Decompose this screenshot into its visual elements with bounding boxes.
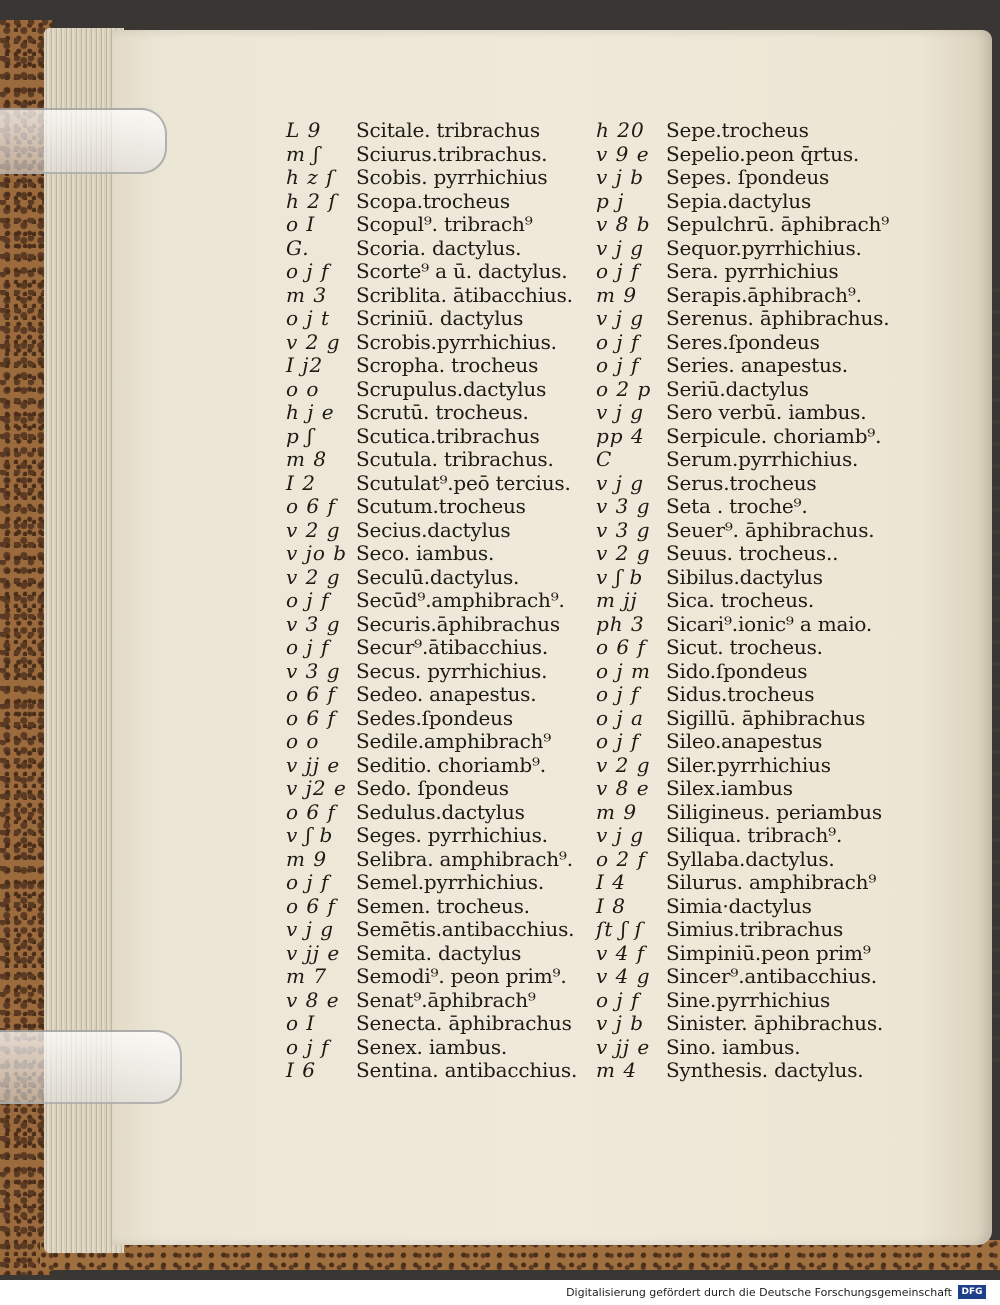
list-item	[596, 400, 896, 424]
bleed-through	[992, 270, 1000, 1070]
list-item	[286, 800, 586, 824]
entry-code: v 8 b	[596, 212, 651, 236]
entry-code: v 3 g	[596, 494, 651, 518]
entry-code: o j t	[286, 306, 330, 330]
entry-word: Semel.pyrrhichius.	[356, 870, 544, 894]
entry-word: Seta . troche⁹.	[666, 494, 808, 518]
entry-word: Simia·dactylus	[666, 893, 812, 918]
entry-code: v 3 g	[286, 611, 341, 636]
entry-code: v ʃ b	[596, 564, 644, 589]
list-item	[286, 259, 586, 283]
entry-code: m 9	[286, 846, 328, 871]
list-item	[596, 353, 896, 377]
list-item	[596, 847, 896, 871]
entry-code: v j g	[596, 823, 645, 847]
entry-code: o j f	[286, 588, 330, 612]
entry-code: o j f	[286, 259, 330, 283]
list-item	[286, 306, 586, 330]
list-item	[596, 1035, 896, 1059]
entry-word: Sica. trocheus.	[666, 588, 814, 612]
entry-word: Senat⁹.āphibrach⁹	[356, 987, 536, 1012]
list-item	[596, 565, 896, 589]
entry-code: pp 4	[596, 423, 645, 448]
entry-code: v j g	[596, 235, 645, 260]
list-item	[596, 259, 896, 283]
entry-code: m 4	[596, 1058, 638, 1082]
entry-word: Sicari⁹.ionic⁹ a maio.	[666, 611, 873, 636]
list-item	[596, 330, 896, 354]
entry-word: Seges. pyrrhichius.	[356, 823, 548, 847]
entry-code: v 2 g	[286, 564, 341, 589]
list-item	[286, 236, 586, 260]
list-item	[286, 541, 586, 565]
list-item	[596, 917, 896, 941]
list-item	[596, 212, 896, 236]
entry-word: Siliqua. tribrach⁹.	[666, 823, 843, 847]
list-item	[596, 1011, 896, 1035]
entry-code: G.	[286, 235, 310, 260]
entry-code: I j2	[286, 353, 324, 377]
entry-word: Securis.āphibrachus	[356, 611, 560, 636]
list-item	[286, 847, 586, 871]
list-item	[286, 330, 586, 354]
list-item	[286, 635, 586, 659]
entry-word: Secius.dactylus	[356, 517, 511, 542]
entry-code: v jj e	[286, 752, 341, 777]
entry-word: Silex.iambus	[666, 776, 793, 800]
list-item	[596, 729, 896, 753]
entry-code: p ʃ	[286, 423, 314, 448]
entry-code: o 6 f	[286, 682, 336, 706]
list-item	[596, 706, 896, 730]
list-item	[596, 189, 896, 213]
entry-code: I 6	[286, 1058, 316, 1082]
entry-word: Secur⁹.ātibacchius.	[356, 635, 549, 659]
entry-code: m 9	[596, 799, 638, 824]
entry-code: o j f	[286, 870, 330, 894]
list-item	[286, 165, 586, 189]
list-item	[286, 1011, 586, 1035]
entry-word: Selibra. amphibrach⁹.	[356, 846, 573, 871]
entry-word: Seculū.dactylus.	[356, 564, 520, 589]
entry-code: ſt ʃ ſ	[596, 917, 643, 941]
entry-word: Scrupulus.dactylus	[356, 376, 547, 401]
entry-word: Sibilus.dactylus	[666, 564, 823, 589]
entry-code: I 2	[286, 470, 316, 495]
entry-word: Scutulat⁹.peō tercius.	[356, 470, 571, 495]
list-item	[596, 377, 896, 401]
entry-code: v 3 g	[286, 658, 341, 683]
entry-word: Secus. pyrrhichius.	[356, 658, 548, 683]
entry-code: o j f	[596, 353, 640, 377]
entry-word: Sedulus.dactylus	[356, 799, 525, 824]
list-item	[286, 753, 586, 777]
entry-word: Sepulchrū. āphibrach⁹	[666, 212, 890, 236]
entry-code: p j	[596, 188, 625, 213]
entry-code: o 2 f	[596, 846, 646, 871]
list-item	[596, 494, 896, 518]
entry-word: Sepe.trocheus	[666, 118, 809, 142]
entry-word: Siler.pyrrhichius	[666, 752, 831, 777]
entry-code: m 3	[286, 282, 328, 307]
entry-code: v j g	[596, 400, 645, 424]
list-item	[286, 682, 586, 706]
list-item	[286, 377, 586, 401]
entry-code: o j f	[286, 1034, 330, 1059]
entry-word: Synthesis. dactylus.	[666, 1058, 864, 1082]
entry-code: h z ſ	[286, 165, 335, 189]
plastic-clip-top	[0, 108, 167, 174]
entry-code: v j g	[596, 470, 645, 495]
entry-code: o 2 p	[596, 376, 652, 401]
list-item	[286, 894, 586, 918]
list-item	[286, 706, 586, 730]
entry-code: o j f	[596, 729, 640, 753]
entry-code: v j b	[596, 1011, 645, 1035]
entry-code: h 20	[596, 118, 645, 142]
list-item	[596, 471, 896, 495]
entry-code: m 8	[286, 447, 328, 471]
list-item	[286, 870, 586, 894]
entry-code: o 6 f	[286, 494, 336, 518]
entry-word: Semita. dactylus	[356, 940, 522, 965]
list-item	[286, 447, 586, 471]
entry-word: Scopul⁹. tribrach⁹	[356, 212, 533, 236]
entry-word: Scopa.trocheus	[356, 188, 510, 213]
entry-code: v jj e	[286, 940, 341, 965]
footer-bar	[0, 1280, 1000, 1305]
entry-word: Seres.ſpondeus	[666, 329, 820, 354]
entry-word: Sciurus.tribrachus.	[356, 141, 548, 166]
entry-word: Sinister. āphibrachus.	[666, 1011, 884, 1035]
entry-code: L 9	[286, 118, 322, 142]
entry-word: Sentina. antibacchius.	[356, 1058, 578, 1082]
entry-code: I 8	[596, 893, 626, 918]
entry-word: Scrutū. trocheus.	[356, 400, 529, 424]
dfg-logo: DFG	[958, 1285, 986, 1299]
list-item	[286, 588, 586, 612]
entry-code: o j f	[596, 259, 640, 283]
entry-word: Scobis. pyrrhichius	[356, 165, 548, 189]
entry-word: Sedo. ſpondeus	[356, 776, 509, 800]
list-item	[286, 518, 586, 542]
entry-word: Sido.ſpondeus	[666, 658, 808, 683]
list-item	[286, 964, 586, 988]
entry-code: v 4 f	[596, 940, 646, 965]
entry-word: Scorte⁹ a ū. dactylus.	[356, 259, 568, 283]
entry-word: Scoria. dactylus.	[356, 235, 522, 260]
entry-word: Senex. iambus.	[356, 1034, 508, 1059]
plastic-clip-bottom	[0, 1030, 182, 1104]
entry-code: v j g	[596, 306, 645, 330]
entry-code: o o	[286, 376, 320, 401]
list-item	[286, 471, 586, 495]
entry-word: Sincer⁹.antibacchius.	[666, 964, 877, 988]
list-item	[596, 941, 896, 965]
entry-code: v 3 g	[596, 517, 651, 542]
entry-word: Seco. iambus.	[356, 541, 495, 565]
list-item	[596, 283, 896, 307]
entry-code: v j2 e	[286, 776, 347, 800]
list-item	[286, 823, 586, 847]
list-item	[286, 917, 586, 941]
entry-word: Silurus. amphibrach⁹	[666, 870, 877, 894]
list-item	[286, 189, 586, 213]
list-item	[286, 776, 586, 800]
entry-word: Seriū.dactylus	[666, 376, 809, 401]
entry-word: Scutula. tribrachus.	[356, 447, 554, 471]
word-list	[286, 118, 906, 1108]
list-item	[286, 565, 586, 589]
entry-code: v j g	[286, 917, 335, 941]
list-item	[596, 753, 896, 777]
entry-word: Sino. iambus.	[666, 1034, 801, 1059]
list-item	[596, 612, 896, 636]
list-item	[286, 424, 586, 448]
entry-code: o j m	[596, 658, 651, 683]
entry-code: o j f	[596, 329, 640, 354]
entry-code: C	[596, 447, 613, 471]
entry-code: o 6 f	[286, 799, 336, 824]
entry-word: Seditio. choriamb⁹.	[356, 752, 546, 777]
entry-word: Sequor.pyrrhichius.	[666, 235, 862, 260]
entry-word: Series. anapestus.	[666, 353, 848, 377]
list-item	[596, 142, 896, 166]
entry-code: m 7	[286, 964, 328, 988]
entry-word: Semen. trocheus.	[356, 893, 530, 918]
entry-code: v j b	[596, 165, 645, 189]
list-item	[286, 659, 586, 683]
list-item	[596, 964, 896, 988]
entry-word: Sileo.anapestus	[666, 729, 823, 753]
entry-code: h 2 ſ	[286, 188, 337, 213]
entry-word: Senecta. āphibrachus	[356, 1011, 572, 1035]
list-item	[286, 941, 586, 965]
entry-code: v jo b	[286, 541, 348, 565]
entry-code: ph 3	[596, 611, 645, 636]
entry-code: h j e	[286, 400, 335, 424]
entry-word: Sepes. ſpondeus	[666, 165, 830, 189]
entry-code: o j a	[596, 705, 644, 730]
list-item	[596, 306, 896, 330]
entry-code: v 8 e	[596, 776, 650, 800]
entry-word: Sigillū. āphibrachus	[666, 705, 866, 730]
list-item	[286, 988, 586, 1012]
right-column	[596, 118, 896, 1082]
entry-code: v 2 g	[286, 329, 341, 354]
list-item	[596, 518, 896, 542]
list-item	[596, 1058, 896, 1082]
entry-code: v ʃ b	[286, 823, 334, 847]
entry-word: Scriniū. dactylus	[356, 306, 524, 330]
list-item	[596, 894, 896, 918]
list-item	[286, 1058, 586, 1082]
entry-word: Scitale. tribrachus	[356, 118, 540, 142]
entry-code: o 6 f	[596, 635, 646, 659]
entry-code: v 2 g	[286, 517, 341, 542]
list-item	[596, 447, 896, 471]
entry-word: Scrobis.pyrrhichius.	[356, 329, 557, 354]
footer-credit: Digitalisierung gefördert durch die Deutsche Forschungsgemeinschaft	[566, 1286, 952, 1299]
entry-code: o j f	[286, 635, 330, 659]
list-item	[596, 588, 896, 612]
list-item	[286, 729, 586, 753]
list-item	[596, 659, 896, 683]
entry-word: Sicut. trocheus.	[666, 635, 823, 659]
list-item	[596, 118, 896, 142]
entry-word: Scropha. trocheus	[356, 353, 539, 377]
entry-code: o I	[286, 1011, 316, 1035]
list-item	[286, 142, 586, 166]
entry-code: v 2 g	[596, 541, 651, 565]
left-column	[286, 118, 586, 1082]
entry-code: v 4 g	[596, 964, 651, 988]
entry-word: Sedeo. anapestus.	[356, 682, 537, 706]
entry-word: Semodi⁹. peon prim⁹.	[356, 964, 567, 988]
entry-code: m jj	[596, 588, 638, 612]
entry-word: Semētis.antibacchius.	[356, 917, 575, 941]
list-item	[596, 776, 896, 800]
entry-word: Sine.pyrrhichius	[666, 987, 831, 1012]
entry-code: v 9 e	[596, 141, 650, 166]
list-item	[286, 1035, 586, 1059]
list-item	[286, 400, 586, 424]
entry-word: Serus.trocheus	[666, 470, 817, 495]
entry-code: m 9	[596, 282, 638, 307]
list-item	[596, 635, 896, 659]
entry-code: o j f	[596, 682, 640, 706]
entry-word: Sidus.trocheus	[666, 682, 815, 706]
list-item	[286, 612, 586, 636]
entry-word: Siligineus. periambus	[666, 799, 882, 824]
list-item	[286, 353, 586, 377]
entry-code: o I	[286, 212, 316, 236]
entry-word: Scutum.trocheus	[356, 494, 526, 518]
entry-word: Sera. pyrrhichius	[666, 259, 839, 283]
entry-word: Secūd⁹.amphibrach⁹.	[356, 588, 565, 612]
entry-word: Sedile.amphibrach⁹	[356, 729, 552, 753]
entry-word: Sero verbū. iambus.	[666, 400, 867, 424]
entry-word: Seuer⁹. āphibrachus.	[666, 517, 875, 542]
entry-code: o o	[286, 729, 320, 753]
entry-code: v jj e	[596, 1034, 651, 1059]
entry-word: Sepia.dactylus	[666, 188, 812, 213]
list-item	[596, 541, 896, 565]
list-item	[286, 118, 586, 142]
entry-word: Serpicule. choriamb⁹.	[666, 423, 882, 448]
entry-word: Simius.tribrachus	[666, 917, 844, 941]
list-item	[596, 800, 896, 824]
entry-word: Syllaba.dactylus.	[666, 846, 835, 871]
entry-word: Scriblita. ātibacchius.	[356, 282, 573, 307]
entry-word: Serenus. āphibrachus.	[666, 306, 890, 330]
entry-code: o 6 f	[286, 705, 336, 730]
list-item	[286, 283, 586, 307]
entry-code: I 4	[596, 870, 626, 894]
list-item	[596, 682, 896, 706]
entry-word: Sedes.ſpondeus	[356, 705, 513, 730]
entry-word: Simpiniū.peon prim⁹	[666, 940, 871, 965]
entry-word: Serum.pyrrhichius.	[666, 447, 859, 471]
list-item	[596, 823, 896, 847]
list-item	[596, 424, 896, 448]
entry-word: Scutica.tribrachus	[356, 423, 540, 448]
entry-code: m ʃ	[286, 141, 320, 166]
entry-word: Seuus. trocheus..	[666, 541, 839, 565]
list-item	[286, 212, 586, 236]
list-item	[596, 165, 896, 189]
entry-code: o 6 f	[286, 893, 336, 918]
list-item	[596, 988, 896, 1012]
entry-code: v 8 e	[286, 987, 340, 1012]
entry-word: Sepelio.peon q̄rtus.	[666, 141, 860, 166]
list-item	[286, 494, 586, 518]
entry-word: Serapis.āphibrach⁹.	[666, 282, 862, 307]
entry-code: v 2 g	[596, 752, 651, 777]
list-item	[596, 870, 896, 894]
entry-code: o j f	[596, 987, 640, 1012]
list-item	[596, 236, 896, 260]
